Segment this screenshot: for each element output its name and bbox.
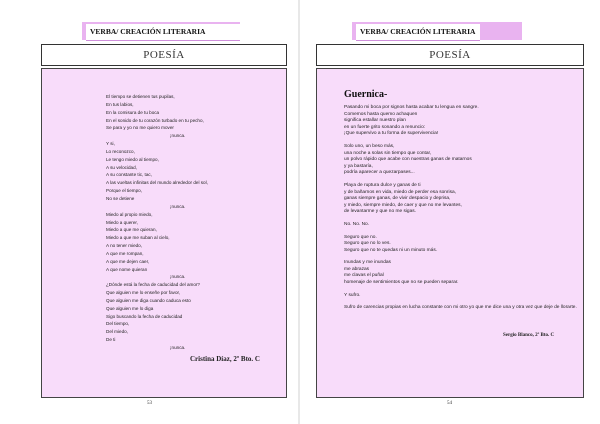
- poem-line: No se detiene: [106, 195, 135, 201]
- page-number: 54: [447, 401, 452, 406]
- poem-text: [344, 105, 584, 312]
- poem-line: Seguro que no te quedas ni un minuto más.: [344, 247, 438, 253]
- poem-line: En el sonido de tu corazón turbado en tu pecho,: [106, 117, 204, 123]
- poem-line: ¡nunca.: [170, 133, 186, 139]
- author-signature: Cristina Díaz, 2º Bto. C: [190, 355, 260, 363]
- poem-line: me clavas el puñal: [344, 273, 384, 279]
- poem-line: De ti: [106, 337, 116, 343]
- poem-line: ¡nunca.: [170, 274, 186, 280]
- poem-line: Seguro que no lo ves.: [344, 241, 391, 247]
- poem-line: A no tener miedo,: [106, 243, 143, 249]
- poem-line: Miedo a que me suban al cielo,: [106, 235, 170, 241]
- poem-line: A su velocidad,: [106, 164, 137, 170]
- page-header: POESÍA: [316, 44, 584, 66]
- stanza: [344, 183, 584, 216]
- poem-line: Comemos hasta quemo achaquen: [344, 111, 418, 117]
- stanza: [344, 105, 584, 138]
- poem-line: A que me rompan,: [106, 250, 144, 256]
- poem-title: Guernica-: [344, 89, 388, 100]
- poem-line: Seguro que no.: [344, 234, 377, 240]
- poem-box: [41, 68, 287, 398]
- poem-line: El tiempo se detienen tus pupilas,: [106, 94, 175, 99]
- section-label: VERBA/ CREACIÓN LITERARIA: [356, 24, 480, 41]
- poem-line: me abrazas: [344, 266, 370, 272]
- poem-line: y ya bastaría,: [344, 163, 373, 169]
- poem-line: ¡nunca.: [170, 345, 186, 350]
- poem-line: Que alguien me diga cuando caduca esto: [106, 297, 191, 303]
- poem-line: una noche a solas sin tiempo que contar,: [344, 150, 432, 156]
- poem-text: [106, 93, 208, 352]
- poem-line: Del miedo,: [106, 329, 128, 335]
- stanza: [344, 222, 584, 229]
- poem-line: En la comisura de tu boca: [106, 109, 160, 115]
- poem-line: A que me dejen caer,: [106, 258, 150, 264]
- poem-line: y de bañarnos en vida, miedo de perder esa sonrisa,: [344, 189, 456, 195]
- poem-line: Miedo a que me quieran,: [106, 227, 157, 233]
- poem-line: Pasando mi boca por signos hasta acabar tu lengua en sangre.: [344, 105, 479, 110]
- poem-line: ¡nunca.: [170, 203, 186, 209]
- poem-line: homenaje de sentimientos que no se pueden separar.: [344, 280, 459, 286]
- poem-line: ganas siempre ganas, de vivir despacio y deprisa,: [344, 196, 451, 202]
- poem-line: y miedo, siempre miedo, de caer y que no me levantes,: [344, 202, 462, 208]
- poem-line: Se para y yo no me quiero mover: [106, 125, 174, 131]
- stanza: [344, 305, 584, 312]
- section-label: VERBA/ CREACIÓN LITERARIA: [86, 24, 240, 41]
- page-number: 53: [147, 401, 152, 406]
- poem-line: Del tiempo,: [106, 321, 130, 327]
- stanza: [344, 293, 584, 300]
- poem-line: Y sufro.: [344, 292, 361, 298]
- poem-line: Le tengo miedo al tiempo,: [106, 156, 159, 162]
- poem-line: Sigo buscando la fecha de caducidad: [106, 313, 183, 319]
- poem-line: en un fuerte grito sonando a renuncio:: [344, 124, 426, 130]
- poem-line: un polvo rápido que acabe con nuestras ganas de matarnos: [344, 157, 472, 163]
- stanza: [344, 260, 584, 286]
- poem-line: En tus labios,: [106, 101, 134, 107]
- stanza: [344, 144, 584, 177]
- poem-line: Sufro de carencias propias en lucha constante con mi otro yo que me dice una y otra vez que deje de llorarte.: [344, 305, 577, 311]
- poem-line: ¡Que supervivo a tu forma de supervivencia!: [344, 131, 439, 137]
- poem-line: A que nome quieran: [106, 266, 148, 272]
- poem-line: Porque el tiempo,: [106, 188, 143, 194]
- poem-line: Y si,: [106, 141, 115, 147]
- poem-line: No. No. No.: [344, 221, 370, 227]
- poem-line: A las vueltas infinitas del mundo alrededor del sol,: [106, 180, 208, 186]
- author-signature: Sergio Blanco, 2º Bto. C: [503, 333, 555, 338]
- page-header: POESÍA: [41, 44, 287, 66]
- poem-line: Miedo al propio miedo,: [106, 211, 153, 217]
- poem-box: [316, 68, 584, 398]
- poem-line: significa estallar nuestro plan: [344, 118, 406, 124]
- poem-line: Que alguien me lo diga: [106, 305, 154, 311]
- poem-line: Lo reconozco,: [106, 148, 135, 154]
- right-page: [300, 0, 600, 424]
- poem-line: ¿Dónde está la fecha de caducidad del amor?: [106, 282, 200, 288]
- poem-line: Solo uno, un beso más,: [344, 143, 395, 149]
- poem-line: A su constante tic, tac,: [106, 172, 152, 178]
- stanza: [344, 235, 584, 255]
- poem-line: Que alguien me lo enseñe por favor,: [106, 290, 181, 296]
- poem-line: Inundas y me inundas: [344, 260, 391, 266]
- poem-line: podría aparecer a quezarpases...: [344, 170, 415, 176]
- poem-line: de levantarme y que no me sigas.: [344, 209, 416, 215]
- poem-line: Miedo a querer,: [106, 219, 138, 225]
- poem-line: Playa de ruptura dulce y ganas de ti: [344, 182, 421, 188]
